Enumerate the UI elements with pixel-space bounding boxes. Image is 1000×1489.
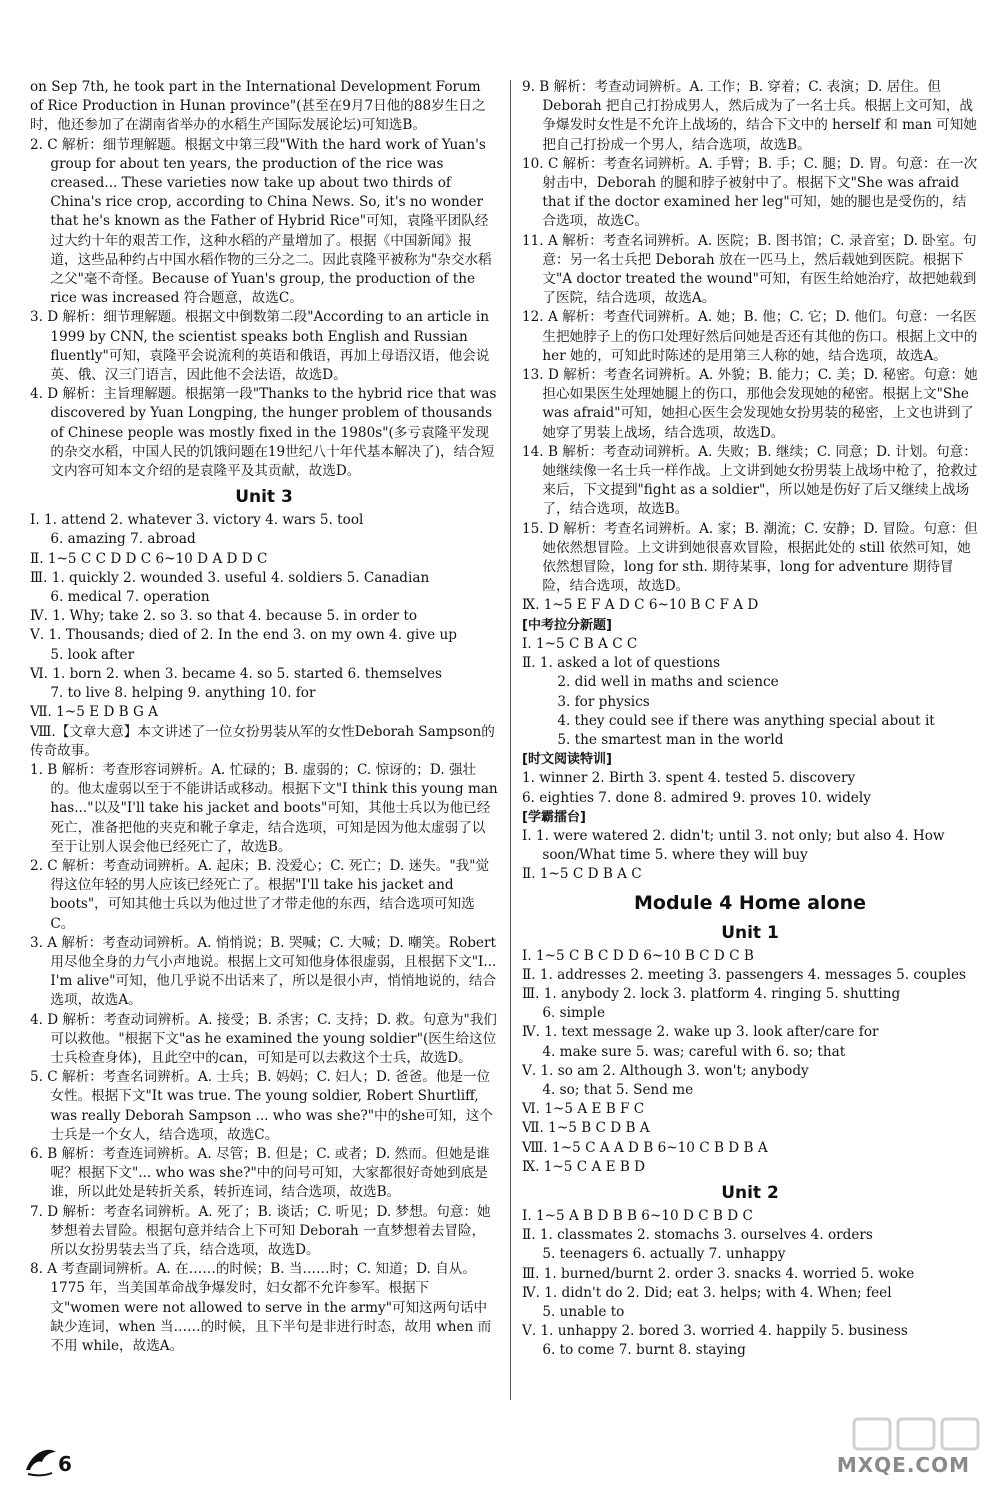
- answer-line: 5. unable to: [542, 1303, 625, 1320]
- answer-item: 11. A 解析：考查名词辨析。A. 医院；B. 图书馆；C. 录音室；D. 卧室。句意：另一名士兵把 Deborah 放在一匹马上，然后载她到医院。根据下文"A doctor treated the wound"可知，有医生给她治疗，故把她载到了医院，结合选项，故选A。: [522, 232, 977, 307]
- answer-item: 3. A 解析：考查动词辨析。A. 悄悄说；B. 哭喊；C. 大喊；D. 嘲笑。Robert 用尽他全身的力气小声地说。根据上文可知他身体很虚弱，且根据下文"I... I'm alive"可知，他几乎说不出话来了，所以是很小声，悄悄地说的，结合选项，故选A。: [30, 934, 497, 1009]
- answer-line: 2. did well in maths and science: [557, 674, 779, 691]
- section-heading: [中考拉分新题]: [522, 617, 612, 633]
- answer-item: 10. C 解析：考查名词辨析。A. 手臂；B. 手；C. 腿；D. 胃。句意：在一次射击中，Deborah 的腿和脖子被射中了。根据下文"She was afraid that if the doctor examined her leg"可知，她的腿也是受伤的，结合选项，故选C。: [522, 155, 978, 230]
- answer-line: 4. make sure 5. was; careful with 6. so; that: [542, 1043, 846, 1060]
- unit-3-heading: Unit 3: [235, 487, 293, 508]
- answer-line: 3. for physics: [557, 693, 650, 710]
- column-divider: [510, 80, 511, 1400]
- answer-item: 13. D 解析：考查名词辨析。A. 外貌；B. 能力；C. 美；D. 秘密。句意：她担心如果医生处理她腿上的伤口，那他会发现她的秘密。根据上文"She was afraid"可知，她担心医生会发现她女扮男装的秘密，上文也讲到了她穿了男装上战场，结合选项，故选D。: [522, 367, 978, 441]
- answer-line: Ⅲ. 1. anybody 2. lock 3. platform 4. ringing 5. shutting: [522, 985, 901, 1002]
- answer-item: 4. D 解析：主旨理解题。根据第一段"Thanks to the hybrid rice that was discovered by Yuan Longping, the hunger problem of thousands of Chinese people was mostly fixed in the 1980s"(多亏袁隆平发现的杂交水稻，中国人民的饥饿问题在19世纪八十年代基本解决了)，结合短文内容可知本文介绍的是袁隆平及其贡献，故选D。: [30, 386, 497, 480]
- dolphin-logo-icon: [22, 1440, 92, 1480]
- answer-item: 15. D 解析：考查名词辨析。A. 家；B. 潮流；C. 安静；D. 冒险。句意：但她依然想冒险。上文讲到她很喜欢冒险，根据此处的 still 依然可知，她依然想冒险，long for sth. 期待某事，long for adventure 期待冒险，结合选项，故选D。: [522, 520, 978, 595]
- answer-line: Ⅲ. 1. burned/burnt 2. order 3. snacks 4. worried 5. woke: [522, 1265, 915, 1282]
- answer-line: Ⅰ. 1. were watered 2. didn't; until 3. not only; but also 4. How soon/What time 5. where they will buy: [522, 827, 945, 864]
- right-column: [522, 78, 978, 1361]
- passage-summary: Ⅷ.【文章大意】本文讲述了一位女扮男装从军的女性Deborah Sampson的传奇故事。: [30, 723, 495, 759]
- unit-2-heading: Unit 2: [721, 1182, 779, 1203]
- answer-line: Ⅱ. 1. classmates 2. stomachs 3. ourselves 4. orders: [522, 1227, 873, 1244]
- answer-item: 2. C 解析：考查动词辨析。A. 起床；B. 没爱心；C. 死亡；D. 迷失。"我"觉得这位年轻的男人应该已经死亡了。根据"I'll take his jacket and boots"，可知其他士兵以为他过世了才带走他的东西，结合选项可知选C。: [30, 857, 490, 932]
- answer-line: Ⅲ. 1. quickly 2. wounded 3. useful 4. soldiers 5. Canadian: [30, 569, 430, 586]
- answer-line: Ⅷ. 1~5 C A A D B 6~10 C B D B A: [522, 1139, 768, 1156]
- answer-line: 6. eighties 7. done 8. admired 9. proves 10. widely: [522, 789, 871, 806]
- answer-paragraph: on Sep 7th, he took part in the International Development Forum of Rice Production in Hunan province"(甚至在9月7日他的88岁生日之时，他还参加了在湖南省举办的水稻生产国际发展论坛)可知选B。: [30, 79, 486, 134]
- answer-item: 2. C 解析：细节理解题。根据文中第三段"With the hard work of Yuan's group for about ten years, the production of the rice was creased... These varieties now take up about two thirds of China's rice crop, according to China News. So, it's no wonder that he's known as the Father of Hybrid Rice"可知，袁隆平团队经过大约十年的艰苦工作，这种水稻的产量增加了。根据《中国新闻》报道，这些品种约占中国水稻作物的三分之二。因此袁隆平被称为"杂交水稻之父"毫不奇怪。Because of Yuan's group, the production of the rice was increased 符合题意，故选C。: [30, 136, 492, 307]
- answer-item: 12. A 解析：考查代词辨析。A. 她；B. 他；C. 它；D. 他们。句意：一名医生把她脖子上的伤口处理好然后问她是否还有其他的伤口。根据上文中的 her 她的，可知此时陈述的是用第三人称的她，结合选项，故选A。: [522, 309, 978, 364]
- unit-1-heading: Unit 1: [721, 922, 779, 943]
- answer-line: Ⅳ. 1. Why; take 2. so 3. so that 4. because 5. in order to: [30, 608, 418, 625]
- section-heading: [学霸擂台]: [522, 809, 586, 825]
- answer-item: 5. C 解析：考查名词辨析。A. 士兵；B. 妈妈；C. 妇人；D. 爸爸。他是一位女性。根据下文"It was true. The young soldier, Robert Shurtliff, was really Deborah Sampson ... who was she?"中的she可知，这个士兵是一个女人，结合选项，故选C。: [30, 1069, 493, 1143]
- answer-line: 1. winner 2. Birth 3. spent 4. tested 5. discovery: [522, 770, 856, 787]
- page-number: 6: [58, 1452, 72, 1476]
- module-heading: Module 4 Home alone: [634, 891, 866, 914]
- answer-line: Ⅰ. 1~5 C B A C C: [522, 635, 638, 652]
- answer-line: Ⅴ. 1. unhappy 2. bored 3. worried 4. happily 5. business: [522, 1323, 908, 1340]
- answer-line: Ⅱ. 1. addresses 2. meeting 3. passengers 4. messages 5. couples: [522, 966, 967, 983]
- answer-item: 9. B 解析：考查动词辨析。A. 工作；B. 穿着；C. 表演；D. 居住。但Deborah 把自己打扮成男人，然后成为了一名士兵。根据上文可知，战争爆发时女性是不允许上战场的，结合下文中的 herself 和 man 可知她把自己打扮成一个男人，结合选项，故选B。: [522, 79, 977, 153]
- answer-line: Ⅵ. 1. born 2. when 3. became 4. so 5. started 6. themselves: [30, 665, 443, 682]
- answer-line: Ⅶ. 1~5 E D B G A: [30, 704, 158, 721]
- answer-line: Ⅳ. 1. didn't do 2. Did; eat 3. helps; with 4. When; feel: [522, 1284, 892, 1301]
- answer-line: 4. they could see if there was anything special about it: [557, 712, 935, 729]
- answer-line: Ⅴ. 1. so am 2. Although 3. won't; anybody: [522, 1062, 809, 1079]
- answer-line: 6. medical 7. operation: [50, 589, 210, 606]
- answer-item: 4. D 解析：考查动词辨析。A. 接受；B. 杀害；C. 支持；D. 救。句意为"我们可以救他。"根据下文"as he examined the young soldier"(医生给这位士兵检查身体)，且此空中的can，可知是可以去救这个士兵，故选D。: [30, 1011, 497, 1066]
- answer-item: 7. D 解析：考查名词辨析。A. 死了；B. 谈话；C. 听见；D. 梦想。句意：她梦想着去冒险。根据句意并结合上下可知 Deborah 一直梦想着去冒险，所以女扮男装去当了兵，结合选项，故选D。: [30, 1203, 491, 1258]
- answer-line: 7. to live 8. helping 9. anything 10. for: [50, 685, 316, 702]
- answer-line: Ⅱ. 1~5 C D B A C: [522, 866, 642, 883]
- answer-line: 6. simple: [542, 1005, 605, 1022]
- answer-line: Ⅱ. 1. asked a lot of questions: [522, 655, 721, 672]
- answer-line: Ⅱ. 1~5 C C D D C 6~10 D A D D C: [30, 550, 268, 567]
- answer-item: 14. B 解析：考查动词辨析。A. 失败；B. 继续；C. 同意；D. 计划。句意：她继续像一名士兵一样作战。上文讲到她女扮男装上战场中枪了，抢救过来后，下文提到"fight as a soldier"，所以她是伤好了后又继续上战场了，结合选项，故选B。: [522, 443, 978, 518]
- answer-line: 6. to come 7. burnt 8. staying: [542, 1342, 746, 1359]
- answer-line: Ⅸ. 1~5 C A E B D: [522, 1158, 646, 1175]
- answer-line: Ⅶ. 1~5 B C D B A: [522, 1120, 650, 1137]
- answer-item: 6. B 解析：考查连词辨析。A. 尽管；B. 但是；C. 或者；D. 然而。但她是谁呢？根据下文"... who was she?"中的问号可知，大家都很好奇她到底是谁，所以此处是转折关系，转折连词，结合选项，故选B。: [30, 1145, 490, 1201]
- left-column: [30, 78, 498, 1356]
- answer-line: Ⅰ. 1. attend 2. whatever 3. victory 4. wars 5. tool: [30, 512, 364, 529]
- answer-line: 4. so; that 5. Send me: [542, 1081, 694, 1098]
- answer-line: Ⅴ. 1. Thousands; died of 2. In the end 3. on my own 4. give up: [30, 627, 457, 644]
- answer-item: 3. D 解析：细节理解题。根据文中倒数第二段"According to an article in 1999 by CNN, the scientist speaks both English and Russian fluently"可知，袁隆平会说流利的英语和俄语，再加上母语汉语，他会说英、俄、汉三门语言，因此他不会法语，故选D。: [30, 309, 490, 384]
- watermark-text: MXQE.COM: [836, 1453, 970, 1477]
- answer-line: Ⅰ. 1~5 A B D B B 6~10 D C B D C: [522, 1207, 753, 1224]
- answer-item: 1. B 解析：考查形容词辨析。A. 忙碌的；B. 虚弱的；C. 惊讶的；D. 强壮的。他太虚弱以至于不能讲话或移动。根据下文"I think this young man has..."以及"I'll take his jacket and boots"可知，其他士兵以为他已经死亡，准备把他的夹克和靴子拿走，结合选项，可知是因为他太虚弱了以至于让别人误会他已经死亡了，故选B。: [30, 761, 498, 855]
- answer-item: 8. A 考查副词辨析。A. 在……的时候；B. 当……时；C. 知道；D. 自从。1775 年，当美国革命战争爆发时，妇女都不允许参军。根据下文"women were not allowed to serve in the army"可知这两句话中缺少连词，when 当……的时候，且下半句是非进行时态，故用 when 而不用 while，故选A。: [30, 1261, 492, 1354]
- answer-line: Ⅰ. 1~5 C B C D D 6~10 B C D C B: [522, 947, 754, 964]
- answer-line: 6. amazing 7. abroad: [50, 531, 196, 548]
- section-heading: [时文阅读特训]: [522, 752, 612, 768]
- answer-line: 5. the smartest man in the world: [557, 731, 784, 748]
- answer-line: Ⅳ. 1. text message 2. wake up 3. look after/care for: [522, 1024, 879, 1041]
- answer-line: Ⅸ. 1~5 E F A D C 6~10 B C F A D: [522, 597, 759, 614]
- answer-line: Ⅵ. 1~5 A E B F C: [522, 1101, 645, 1118]
- answer-line: 5. teenagers 6. actually 7. unhappy: [542, 1246, 786, 1263]
- answer-line: 5. look after: [50, 646, 135, 663]
